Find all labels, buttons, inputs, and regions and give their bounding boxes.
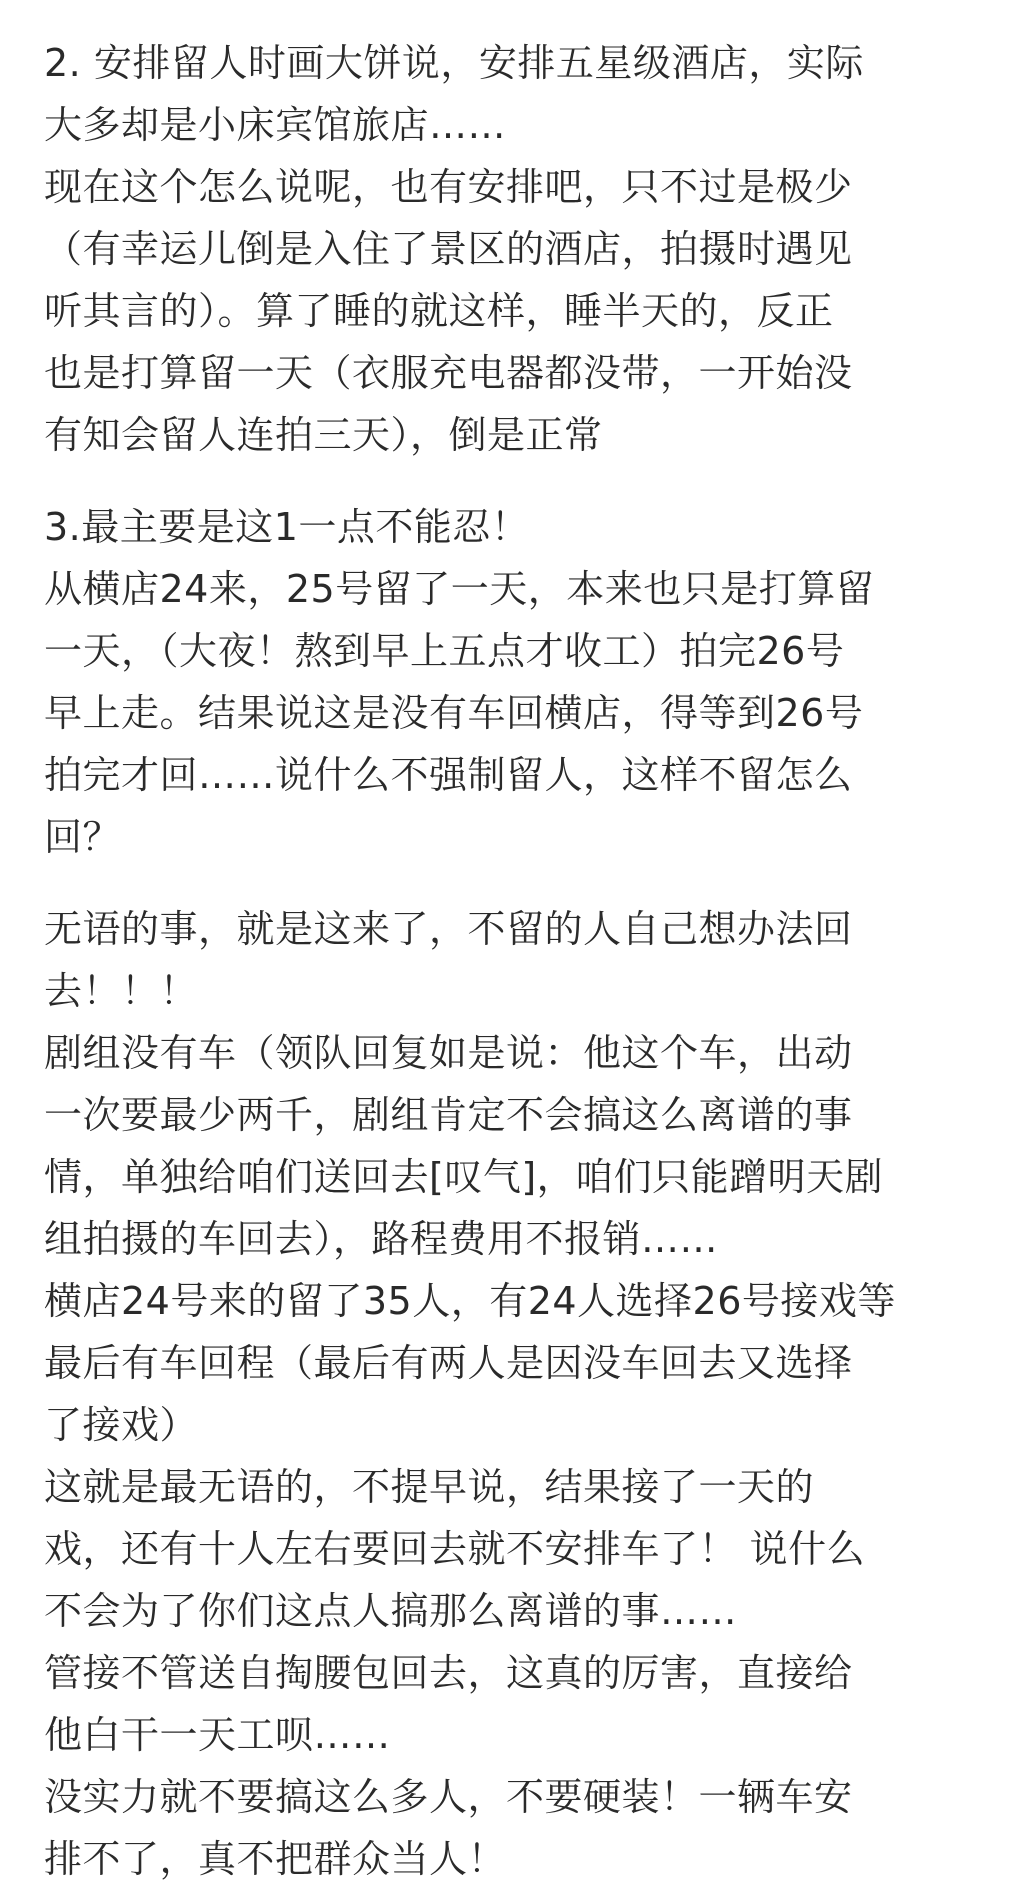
text-line: 不会为了你们这点人搞那么离谱的事…… bbox=[44, 1589, 738, 1633]
paragraph-gap bbox=[44, 466, 994, 496]
text-line: 剧组没有车（领队回复如是说：他这个车，出动 bbox=[44, 1031, 853, 1075]
text-line: 拍完才回……说什么不强制留人，这样不留怎么 bbox=[44, 753, 853, 797]
text-line: 排不了，真不把群众当人！ bbox=[44, 1837, 507, 1881]
text-line: 横店24号来的留了35人，有24人选择26号接戏等 bbox=[44, 1279, 896, 1323]
text-line: 有知会留人连拍三天），倒是正常 bbox=[44, 413, 603, 457]
text-line: 没实力就不要搞这么多人，不要硬装！一辆车安 bbox=[44, 1775, 853, 1819]
post-text bbox=[44, 32, 994, 1890]
paragraph-accommodation bbox=[44, 32, 994, 466]
paragraph-transport bbox=[44, 496, 994, 868]
text-line: （有幸运儿倒是入住了景区的酒店，拍摄时遇见 bbox=[44, 227, 853, 271]
text-line: 最后有车回程（最后有两人是因没车回去又选择 bbox=[44, 1341, 853, 1385]
text-line: 他白干一天工呗…… bbox=[44, 1713, 391, 1757]
paragraph-complaint bbox=[44, 898, 994, 1890]
text-line: 3.最主要是这1一点不能忍！ bbox=[44, 505, 530, 549]
text-line: 管接不管送自掏腰包回去，这真的厉害，直接给 bbox=[44, 1651, 853, 1695]
text-line: 大多却是小床宾馆旅店…… bbox=[44, 103, 507, 147]
text-line: 了接戏） bbox=[44, 1403, 199, 1447]
text-line: 无语的事，就是这来了，不留的人自己想办法回 bbox=[44, 907, 853, 951]
text-line: 回？ bbox=[44, 815, 122, 859]
text-line: 一次要最少两千，剧组肯定不会搞这么离谱的事 bbox=[44, 1093, 853, 1137]
text-line: 现在这个怎么说呢，也有安排吧，只不过是极少 bbox=[44, 165, 853, 209]
text-line: 一天，（大夜！熬到早上五点才收工）拍完26号 bbox=[44, 629, 845, 673]
text-line: 听其言的）。算了睡的就这样，睡半天的，反正 bbox=[44, 289, 834, 333]
text-line: 这就是最无语的，不提早说，结果接了一天的 bbox=[44, 1465, 815, 1509]
text-line: 从横店24来，25号留了一天，本来也只是打算留 bbox=[44, 567, 875, 611]
text-line: 情，单独给咱们送回去[叹气]，咱们只能蹭明天剧 bbox=[44, 1155, 884, 1199]
text-line: 戏，还有十人左右要回去就不安排车了！ 说什么 bbox=[44, 1527, 866, 1571]
text-line: 也是打算留一天（衣服充电器都没带，一开始没 bbox=[44, 351, 853, 395]
text-line: 去！！！ bbox=[44, 969, 199, 1013]
paragraph-gap bbox=[44, 868, 994, 898]
text-line: 2. 安排留人时画大饼说，安排五星级酒店，实际 bbox=[44, 41, 864, 85]
text-line: 组拍摄的车回去），路程费用不报销…… bbox=[44, 1217, 719, 1261]
text-line: 早上走。结果说这是没有车回横店，得等到26号 bbox=[44, 691, 864, 735]
